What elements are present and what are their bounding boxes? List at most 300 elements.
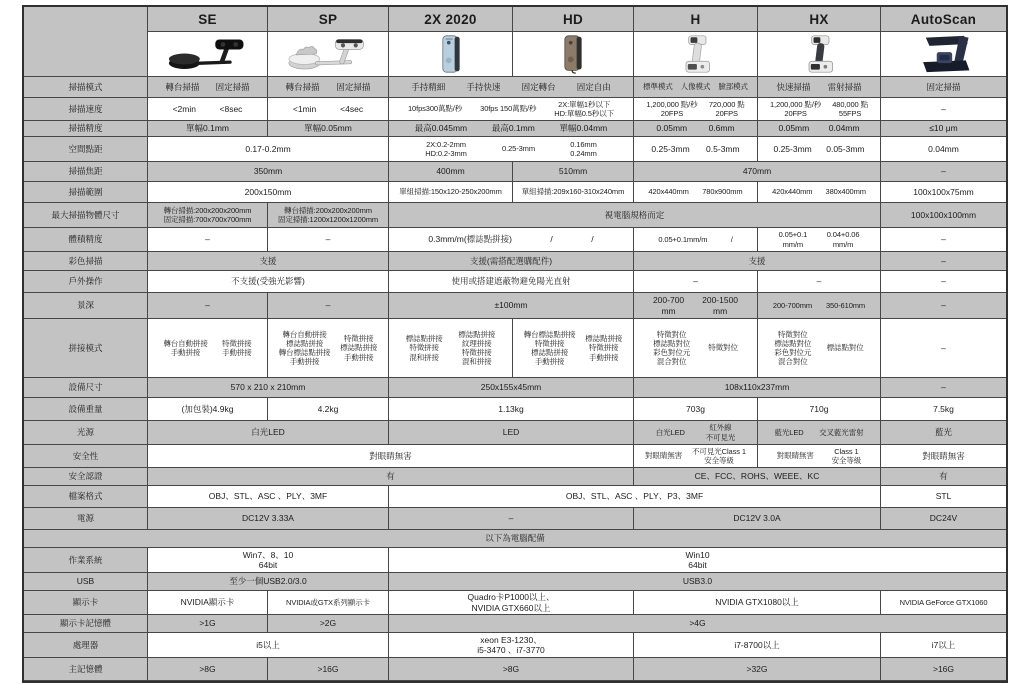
row-label-text: 彩色掃描 [68, 255, 103, 266]
turntable-scanner-white-icon [281, 34, 375, 74]
cell-text-line: 轉台掃描:200x200x200mm [163, 205, 252, 215]
cell-text-block [326, 300, 331, 310]
cell-alignment-mode-autoscan [881, 319, 1006, 378]
cell-text-line: 手動拼接 [222, 348, 252, 357]
cell-light-source-2x-hd [389, 421, 634, 445]
cell-cpu-2x-hd [389, 633, 634, 658]
cell-text-line: Win7、8、10 [242, 549, 294, 560]
cell-text-line: >8G [199, 663, 216, 674]
row-label-text: USB [76, 576, 95, 587]
cell-text-block [658, 235, 707, 244]
row-label-color-scan [24, 252, 148, 271]
cell-text-block [480, 104, 536, 113]
cell-text-block [748, 256, 765, 266]
cell-text-line: HD:單幅0.5秒以下 [554, 109, 615, 118]
cell-text-line: 固定掃描:700x700x700mm [163, 215, 252, 224]
cell-text-line: / [730, 234, 733, 244]
cell-volumetric-accuracy-hx [758, 228, 881, 252]
cell-text-block [522, 82, 556, 92]
row-label-gpu [24, 591, 148, 615]
cell-text-line: – [508, 513, 514, 524]
cell-device-size-h-hx [634, 378, 881, 398]
column-header-hx [758, 7, 881, 32]
cell-text-line: <8sec [219, 103, 243, 114]
cell-text-block [819, 428, 863, 437]
cell-file-format-autoscan [881, 486, 1006, 508]
turntable-scanner-black-icon [161, 34, 255, 74]
row-label-text: 檔案格式 [68, 491, 103, 502]
cell-text-block [743, 166, 771, 176]
cell-text-block [826, 301, 865, 310]
cell-scan-accuracy-sp [268, 121, 389, 137]
cell-text-line: STL [935, 491, 952, 502]
cell-text-line: LED [502, 427, 520, 438]
spec-row-device-weight [24, 398, 1006, 421]
cell-scan-mode-h [634, 77, 758, 98]
cell-usb-se-sp [148, 573, 389, 591]
cell-text-block [259, 256, 276, 266]
cell-volumetric-accuracy-se [148, 228, 268, 252]
cell-text-block [286, 598, 370, 607]
cell-text-line: 支援(需搭配選購配件) [469, 255, 553, 266]
cell-os-2x-autoscan [389, 548, 1006, 573]
cell-text-block [554, 100, 614, 118]
cell-text-block [933, 664, 954, 674]
cell-text-line: DC24V [929, 513, 958, 524]
cell-text-line: 特徵對位 [778, 329, 808, 339]
cell-text-line: 手持快速 [466, 81, 501, 92]
row-label-text: 處理器 [72, 639, 99, 650]
cell-text-line: ±100mm [494, 300, 528, 311]
cell-text-line: 安全等級 [831, 456, 862, 465]
cell-text-block [941, 234, 946, 244]
cell-device-size-2x-hd [389, 378, 634, 398]
spec-row-point-distance [24, 137, 1006, 162]
cell-text-block [585, 334, 622, 361]
cell-text-line: 55FPS [838, 109, 862, 118]
cell-text-block [913, 187, 973, 197]
cell-text-block [229, 576, 306, 586]
cell-text-line: 10fps300萬點/秒 [407, 104, 463, 114]
cell-scan-speed-sp [268, 98, 389, 121]
cell-max-object-size-se [148, 203, 268, 228]
cell-outdoor-use-h [634, 271, 758, 293]
spec-row-ram [24, 658, 1006, 681]
cell-text-line: NVIDIA GeForce GTX1060 [899, 597, 988, 607]
cell-text-line: 固定掃描 [926, 81, 961, 92]
cell-text-line: 標誌點拼接 [405, 334, 443, 344]
header-row [24, 7, 1006, 32]
cell-text-block [646, 100, 697, 118]
cell-text-line: 最高0.045mm [414, 123, 468, 134]
row-label-depth-of-field [24, 293, 148, 319]
cell-text-block [936, 491, 952, 501]
cell-scan-range-hx [758, 182, 881, 203]
cell-text-line: 0.5-3mm [706, 143, 740, 154]
cell-text-block [932, 640, 956, 650]
cell-text-line: 支援 [259, 255, 277, 266]
cell-text-line: 手動拼接 [343, 352, 374, 362]
column-header-se [148, 7, 268, 32]
cell-text-block [725, 382, 790, 392]
cell-scan-speed-hx [758, 98, 881, 121]
cell-text-block [320, 618, 336, 628]
cell-text-line: 雷射掃描 [827, 81, 862, 92]
row-label-power [24, 508, 148, 530]
cell-gpu-memory-se [148, 615, 268, 633]
cell-text-line: mm/m [832, 239, 854, 249]
cell-text-block [683, 576, 712, 586]
cell-scan-range-se-sp [148, 182, 389, 203]
cell-text-line: 420x440mm [772, 187, 813, 197]
cell-text-line: 轉台標誌點拼接 [278, 348, 331, 357]
cell-text-line: >32G [746, 663, 768, 674]
spec-table [22, 5, 1008, 683]
column-header-autoscan [881, 7, 1006, 32]
cell-text-block [591, 234, 593, 244]
cell-light-source-autoscan [881, 421, 1006, 445]
cell-text-block [458, 330, 495, 367]
cell-scan-range-hd [513, 182, 634, 203]
cell-text-block [251, 427, 285, 437]
cell-outdoor-use-2x-hd [389, 271, 634, 293]
cell-outdoor-use-autoscan [881, 271, 1006, 293]
cell-focal-distance-h-hx [634, 162, 881, 182]
spec-row-cpu [24, 633, 1006, 658]
cell-device-weight-autoscan [881, 398, 1006, 421]
cell-text-block [231, 276, 305, 286]
cell-text-line: 720,000 點 [708, 99, 745, 109]
cell-text-block [653, 295, 684, 316]
row-label-os [24, 548, 148, 573]
cell-depth-of-field-2x-hd [389, 293, 634, 319]
row-label-text: 掃描範圍 [68, 186, 103, 197]
cell-text-block [522, 187, 624, 196]
cell-text-line: 0.05+0.1 [778, 230, 808, 240]
cell-ram-sp [268, 658, 389, 681]
cell-text-block [503, 664, 519, 674]
cell-text-line: 藍光LED [774, 427, 804, 437]
cell-text-line: 單組掃描:209x160-310x240mm [521, 187, 625, 197]
cell-text-block [165, 82, 199, 92]
row-label-usb [24, 573, 148, 591]
cell-text-line: 703g [686, 403, 705, 414]
cell-text-block [817, 276, 822, 286]
cell-text-line: 混和拼接 [462, 357, 492, 367]
cell-text-line: 彩色對位元 [653, 348, 691, 357]
cell-text-block [829, 123, 860, 133]
spec-row-scan-accuracy [24, 121, 1006, 137]
cell-gpu-autoscan [881, 591, 1006, 615]
cell-focal-distance-autoscan [881, 162, 1006, 182]
cell-text-block [708, 343, 738, 352]
cell-text-block [436, 166, 464, 176]
cell-text-line: 標誌點拼接 [531, 348, 569, 357]
cell-text-line: mm [712, 305, 728, 316]
cell-text-line: 白光LED [251, 427, 285, 438]
cell-max-object-size-sp [268, 203, 389, 228]
cell-text-block [502, 144, 535, 153]
cell-text-block [509, 513, 514, 523]
cell-text-line: 不可見光 [705, 432, 736, 442]
cell-text-line: 固定掃描:1200x1200x1200mm [277, 215, 379, 224]
cell-text-line: NVIDIA GTX660以上 [471, 602, 551, 613]
cell-volumetric-accuracy-sp [268, 228, 389, 252]
cell-text-line: ≤10 μm [929, 123, 958, 134]
cell-scan-range-2x2020 [389, 182, 513, 203]
cell-text-block [941, 256, 946, 266]
cell-text-block [293, 104, 316, 114]
cell-text-block [651, 144, 689, 154]
cell-text-line: 對眼睛無害 [369, 450, 412, 461]
spec-row-color-scan [24, 252, 1006, 271]
cell-text-block [220, 104, 243, 114]
cell-text-block [468, 592, 555, 613]
cell-text-line: 0.05mm [778, 123, 810, 134]
cell-text-line: 780x900mm [702, 187, 743, 197]
cell-text-block [810, 404, 829, 414]
cell-gpu-h-hx [634, 591, 881, 615]
cell-volumetric-accuracy-h [634, 228, 758, 252]
cell-text-line: – [941, 276, 946, 287]
cell-text-line: 0.04+0.06 [826, 230, 860, 240]
cell-text-line: 2X:0.2-2mm [426, 139, 466, 149]
cell-text-block [386, 471, 395, 481]
spec-row-gpu-memory [24, 615, 1006, 633]
cell-text-line: 350-610mm [825, 300, 866, 310]
cell-text-line: – [325, 234, 331, 245]
cell-text-block [656, 428, 685, 437]
cell-text-block [243, 550, 294, 571]
cell-text-line: 臉部模式 [718, 82, 748, 92]
cell-text-line: 標準模式 [643, 82, 673, 92]
cell-scan-accuracy-autoscan [881, 121, 1006, 137]
cell-text-line: / [591, 234, 594, 245]
row-label-text: 設備重量 [68, 403, 103, 414]
cell-max-object-size-autoscan [881, 203, 1006, 228]
row-label-text: 主記憶體 [68, 663, 103, 674]
cell-text-line: >1G [199, 618, 216, 629]
cell-cpu-autoscan [881, 633, 1006, 658]
pistol-scanner-white-icon [649, 34, 743, 74]
product-image-2x2020 [389, 32, 513, 77]
cell-text-line: 至少一個USB2.0/3.0 [229, 576, 307, 587]
cell-text-block [776, 82, 810, 92]
cell-text-line: DC12V 3.0A [733, 513, 781, 524]
cell-text-block [709, 123, 735, 133]
spec-row-file-format [24, 486, 1006, 508]
cell-text-line: / [550, 234, 553, 245]
row-label-text: 電源 [76, 513, 94, 524]
cell-text-block [560, 123, 608, 133]
cell-text-block [930, 513, 957, 523]
row-label-outdoor-use [24, 271, 148, 293]
cell-text-line: 有 [939, 471, 948, 482]
cell-text-block [689, 618, 705, 628]
cell-text-block [186, 123, 229, 133]
cell-text-line: – [941, 234, 946, 245]
cell-scan-accuracy-h [634, 121, 758, 137]
cell-text-line: 混合對位 [656, 357, 687, 367]
cell-alignment-mode-sp [268, 319, 389, 378]
cell-text-block [503, 427, 520, 437]
cell-text-line: 固定自由 [576, 81, 611, 92]
cell-gpu-2x-hd [389, 591, 634, 615]
spec-row-scan-range [24, 182, 1006, 203]
cell-text-line: 200-700 [652, 295, 685, 306]
cell-text-line: 0.25-3mm [651, 143, 690, 154]
row-label-text: 安全認證 [68, 471, 103, 482]
product-name-se: SE [198, 11, 217, 27]
cell-text-line: 轉台自動拼接 [163, 338, 208, 348]
cell-text-line: 380x400mm [825, 187, 866, 197]
cell-ram-se [148, 658, 268, 681]
cell-text-block [466, 82, 500, 92]
handheld-scanner-blue-icon [404, 34, 498, 74]
cell-text-block [164, 206, 252, 224]
cell-point-distance-2x-hd [389, 137, 634, 162]
cell-text-block [411, 82, 445, 92]
product-name-hx: HX [809, 11, 829, 27]
cell-text-line: 100x100x75mm [913, 186, 974, 197]
cell-text-block [702, 295, 738, 316]
cell-text-line: 紋理拼接 [462, 338, 492, 348]
cell-text-line: 單幅0.04mm [559, 123, 608, 134]
cell-text-line: 混和拼接 [409, 352, 439, 362]
cell-scan-speed-autoscan [881, 98, 1006, 121]
cell-text-block [706, 144, 740, 154]
cell-text-block [205, 300, 210, 310]
cell-text-line: 混合對位 [778, 357, 808, 367]
cell-text-block [826, 187, 866, 196]
cell-text-line: 200x150mm [244, 186, 292, 197]
cell-text-block [317, 664, 338, 674]
row-label-file-format [24, 486, 148, 508]
product-image-h [634, 32, 758, 77]
cell-text-line: 特徵對位 [656, 329, 687, 339]
cell-scan-range-autoscan [881, 182, 1006, 203]
cell-scan-range-h [634, 182, 758, 203]
cell-text-block [199, 664, 215, 674]
row-label-device-weight [24, 398, 148, 421]
cell-device-size-se-sp [148, 378, 389, 398]
cell-text-block [181, 597, 235, 607]
cell-text-block [648, 187, 688, 196]
cell-text-line: 64bit [688, 560, 707, 570]
cell-depth-of-field-h [634, 293, 758, 319]
spec-row-power [24, 508, 1006, 530]
cell-text-line: USB3.0 [682, 576, 713, 587]
cell-text-block [926, 82, 960, 92]
cell-text-block [408, 104, 462, 113]
cell-text-block [832, 447, 862, 465]
cell-text-line: – [325, 300, 331, 311]
cell-text-block [481, 382, 541, 392]
cell-text-line: 特徵拼接 [462, 348, 492, 357]
cell-text-line: 1.13kg [498, 403, 524, 414]
cell-text-line: 30fps 150萬點/秒 [480, 104, 537, 114]
cell-text-line: – [693, 276, 698, 287]
cell-scan-speed-h [634, 98, 758, 121]
cell-alignment-mode-se [148, 319, 268, 378]
column-header-hd [513, 7, 634, 32]
cell-text-block [245, 144, 290, 154]
cell-text-line: 固定轉台 [521, 81, 556, 92]
cell-text-line: 單幅0.1mm [186, 123, 229, 134]
cell-text-line: 轉台標誌點拼接 [523, 329, 576, 339]
cell-text-line: mm/m [782, 239, 804, 249]
cell-power-2x-hd [389, 508, 634, 530]
cell-ram-autoscan [881, 658, 1006, 681]
cell-focal-distance-2x2020 [389, 162, 513, 182]
cell-text-block [304, 123, 352, 133]
cell-scan-speed-se [148, 98, 268, 121]
cell-text-line: 2X:單幅1秒以下 [558, 99, 611, 109]
spec-row-device-size [24, 378, 1006, 398]
cell-eye-safety-se-hd [148, 445, 634, 468]
row-label-text: 掃描精度 [68, 123, 103, 134]
cell-text-line: 特徵拼接 [222, 338, 252, 348]
cell-text-line: <4sec [340, 103, 364, 114]
cell-certification-h-hx [634, 468, 881, 486]
cell-text-block [770, 100, 821, 118]
spec-row-alignment-mode [24, 319, 1006, 378]
cell-text-block [773, 144, 811, 154]
cell-text-block [928, 144, 959, 154]
cell-text-line: 108x110x237mm [724, 382, 790, 393]
desktop-scanner-navy-icon [897, 34, 991, 74]
cell-alignment-mode-hd [513, 319, 634, 378]
cell-text-block [318, 404, 339, 414]
cell-ram-h-hx [634, 658, 881, 681]
cell-text-block [828, 82, 862, 92]
cell-text-block [477, 635, 545, 656]
cell-text-line: 0.6mm [708, 123, 735, 134]
cell-text-block [681, 82, 711, 91]
cell-power-autoscan [881, 508, 1006, 530]
spec-row-depth-of-field [24, 293, 1006, 319]
cell-text-block [827, 230, 860, 248]
cell-device-weight-sp [268, 398, 389, 421]
row-label-text: 掃描模式 [68, 81, 103, 92]
cell-text-line: 470mm [742, 166, 772, 177]
cell-text-block [746, 664, 767, 674]
cell-text-line: 0.05+0.1mm/m [658, 234, 708, 244]
cell-text-line: 彩色對位元 [774, 348, 812, 357]
cell-text-line: CE、FCC、ROHS、WEEE、KC [694, 471, 820, 482]
product-image-se [148, 32, 268, 77]
row-label-text: 戶外操作 [68, 276, 103, 287]
cell-text-block [941, 166, 946, 176]
cell-usb-2x-autoscan [389, 573, 1006, 591]
cell-text-block [692, 447, 746, 465]
spec-row-focal-distance [24, 162, 1006, 182]
cell-text-line: 0.25-3mm [502, 144, 535, 154]
cell-text-block [216, 82, 250, 92]
corner-cell-lower [24, 32, 148, 77]
cell-text-line: 1,200,000 點/秒 [646, 99, 698, 109]
cell-text-line: – [941, 382, 946, 393]
cell-scan-mode-hx [758, 77, 881, 98]
cell-text-block [173, 104, 196, 114]
cell-text-line: 轉台自動拼接 [282, 329, 327, 339]
column-header-h [634, 7, 758, 32]
cell-point-distance-h [634, 137, 758, 162]
cell-text-line: 藍光 [934, 427, 952, 438]
cell-text-line: 使用或搭建遮蔽物避免陽光直射 [451, 276, 571, 287]
cell-color-scan-autoscan [881, 252, 1006, 271]
row-label-scan-speed [24, 98, 148, 121]
